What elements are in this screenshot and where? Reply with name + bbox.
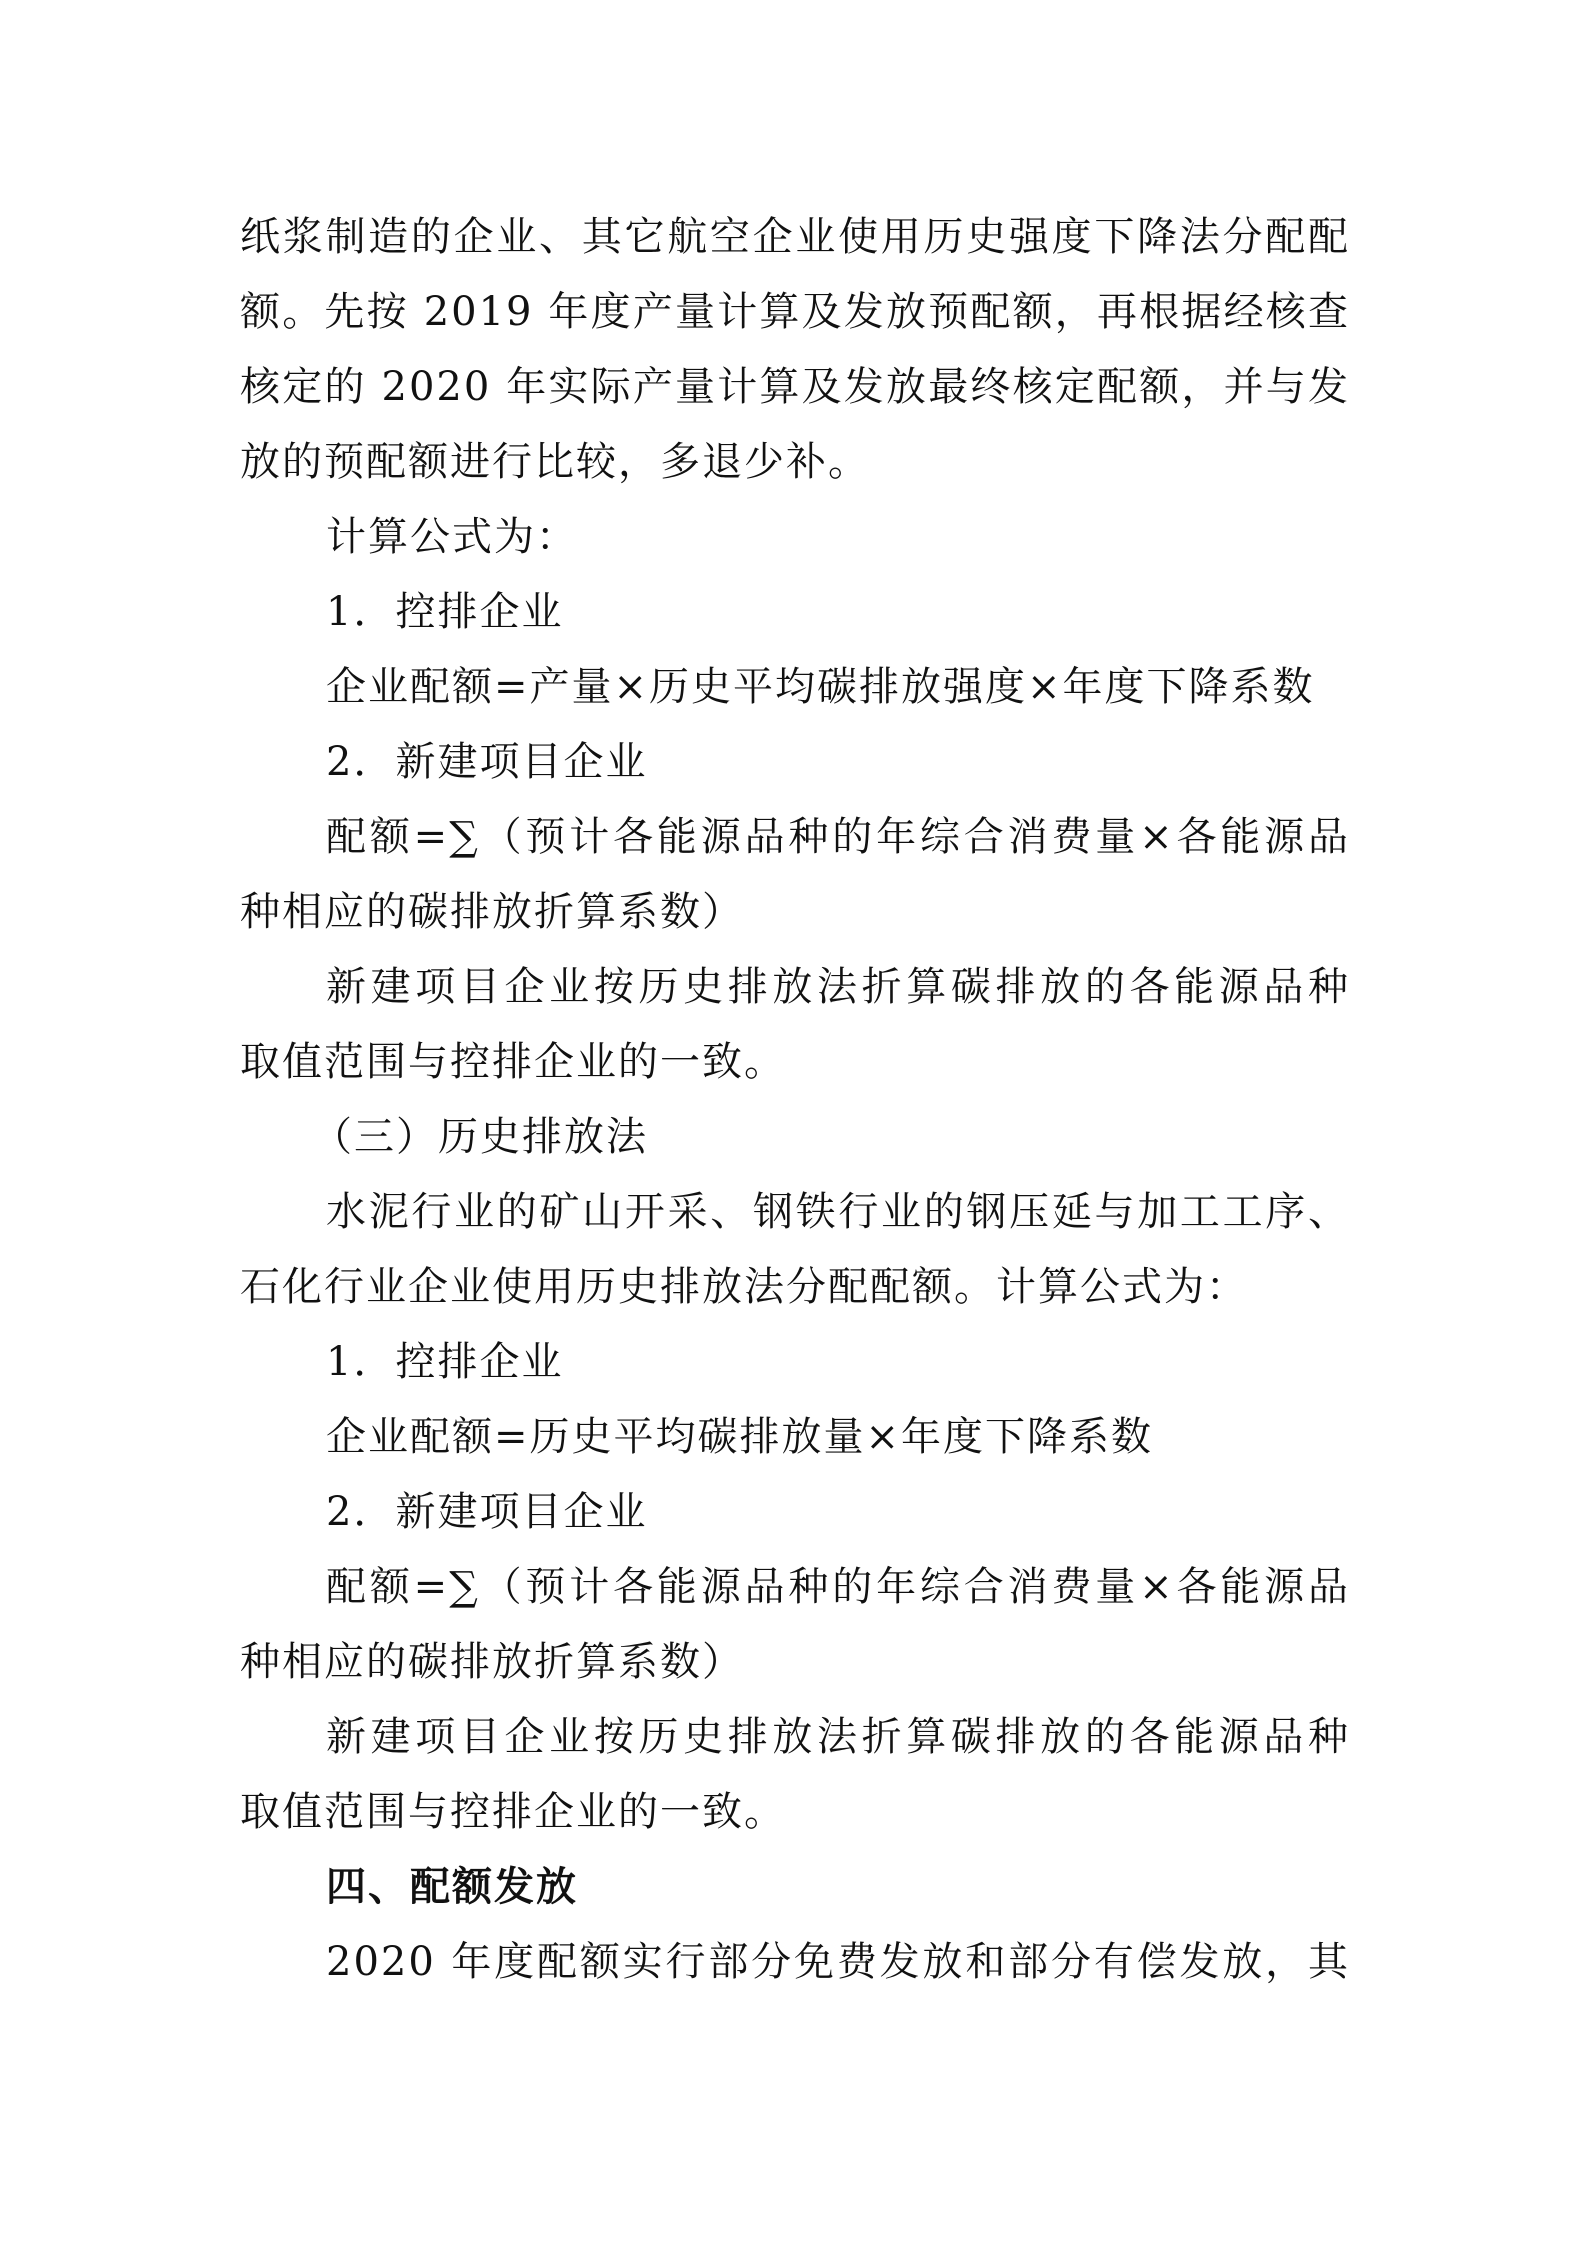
paragraph-line: 取值范围与控排企业的一致。 [240, 1789, 786, 1835]
formula-line: 企业配额=产量×历史平均碳排放强度×年度下降系数 [326, 664, 1315, 710]
formula-line: 配额=∑（预计各能源品种的年综合消费量×各能源品 [326, 814, 1350, 860]
formula-line: 种相应的碳排放折算系数） [240, 889, 744, 935]
paragraph-line: 石化行业企业使用历史排放法分配配额。计算公式为： [240, 1264, 1248, 1310]
list-heading: 2．新建项目企业 [326, 739, 648, 785]
list-heading: 1．控排企业 [326, 589, 564, 635]
formula-intro: 计算公式为： [326, 514, 578, 560]
paragraph-line: 核定的 2020 年实际产量计算及发放最终核定配额，并与发 [240, 364, 1350, 410]
paragraph-line: 水泥行业的矿山开采、钢铁行业的钢压延与加工工序、 [326, 1189, 1350, 1235]
paragraph-line: 纸浆制造的企业、其它航空企业使用历史强度下降法分配配 [240, 214, 1350, 260]
paragraph-line: 放的预配额进行比较，多退少补。 [240, 439, 870, 485]
formula-line: 企业配额=历史平均碳排放量×年度下降系数 [326, 1414, 1154, 1460]
paragraph-line: 新建项目企业按历史排放法折算碳排放的各能源品种 [326, 964, 1350, 1010]
chapter-heading: 四、配额发放 [326, 1863, 578, 1910]
paragraph-line: 2020 年度配额实行部分免费发放和部分有偿发放，其 [326, 1939, 1350, 1985]
paragraph-line: 取值范围与控排企业的一致。 [240, 1039, 786, 1085]
paragraph-line: 额。先按 2019 年度产量计算及发放预配额，再根据经核查 [240, 289, 1350, 335]
paragraph-line: 新建项目企业按历史排放法折算碳排放的各能源品种 [326, 1714, 1350, 1760]
list-heading: 1．控排企业 [326, 1339, 564, 1385]
formula-line: 种相应的碳排放折算系数） [240, 1639, 744, 1685]
list-heading: 2．新建项目企业 [326, 1489, 648, 1535]
section-heading: （三）历史排放法 [312, 1114, 648, 1160]
formula-line: 配额=∑（预计各能源品种的年综合消费量×各能源品 [326, 1564, 1350, 1610]
